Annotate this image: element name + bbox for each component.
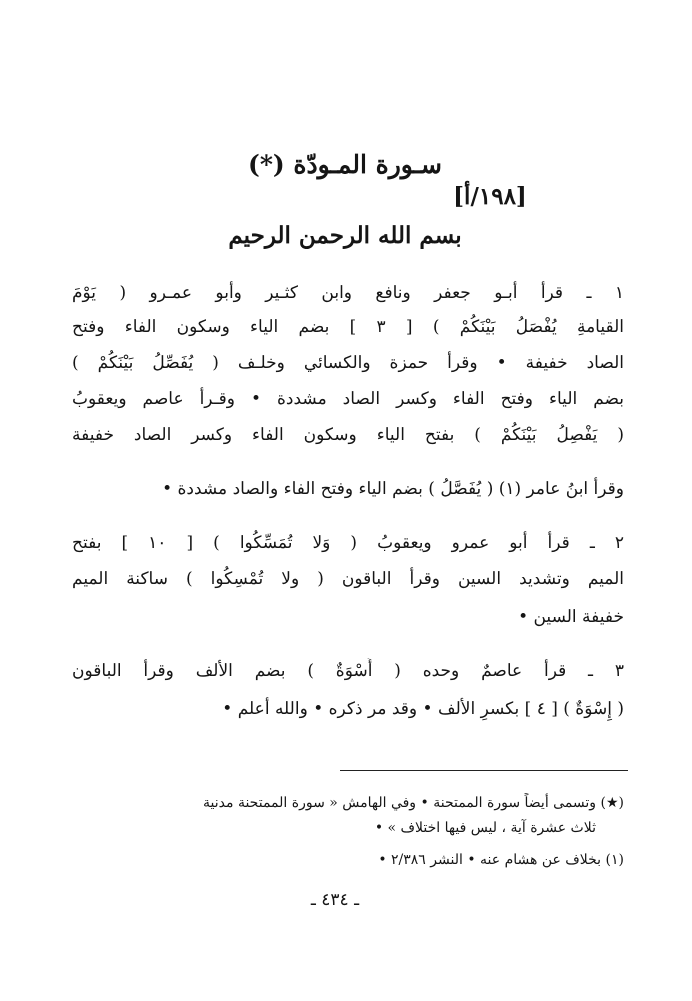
footnote-star-line-2: ثلاث عشرة آية ، ليس فيها اختلاف » • — [374, 820, 596, 836]
paragraph-1-line-4: بضم الياء وفتح الفاء وكسر الصاد مشددة • وقـرأ عاصم ويعقوبُ — [72, 389, 624, 409]
footnote-star-line-1: (★) وتسمى أيضاً سورة الممتحنة • وفي الهامش « سورة الممتحنة مدنية — [203, 795, 624, 811]
manuscript-folio-marker: [١٩٨/أ] — [453, 183, 527, 210]
paragraph-1-line-5: ( يَفْصِلُ بَيْنَكُمْ ) بفتح الياء وسكون الفاء وكسر الصاد خفيفة — [72, 425, 624, 445]
paragraph-2-line-2: الميم وتشديد السين وقرأ الباقون ( ولا تُمْسِكُوا ) ساكنة الميم — [72, 569, 624, 589]
paragraph-1-line-2: القيامةِ يُفْصَلُ بَيْنَكُمْ ) [ ٣ ] بضم الياء وسكون الفاء وفتح — [72, 317, 624, 337]
page-number: ـ ٤٣٤ ـ — [310, 890, 360, 910]
paragraph-1-line-1: ١ ـ قرأ أبـو جعفر ونافع وابن كثـير وأبو عمـرو ( يَوْمَ — [72, 283, 624, 303]
basmala: بسم الله الرحمن الرحيم — [228, 222, 462, 249]
paragraph-3-line-1: ٣ ـ قرأ عاصمٌ وحده ( أُسْوَةٌ ) بضم الألف وقرأ الباقون — [72, 661, 624, 681]
paragraph-3-line-2: ( إِسْوَةٌ ) [ ٤ ] بكسرِ الألف • وقد مر ذكره • والله أعلم • — [222, 699, 624, 719]
paragraph-1-line-3: الصاد خفيفة • وقرأ حمزة والكسائي وخلـف ( يُفَصِّلُ بَيْنَكُمْ ) — [72, 353, 624, 373]
paragraph-2-line-1: ٢ ـ قرأ أبو عمرو ويعقوبُ ( وَلا تُمَسِّكُوا ) [ ١٠ ] بفتح — [72, 533, 624, 553]
paragraph-2-line-3: خفيفة السين • — [518, 607, 624, 627]
footnote-separator-rule — [340, 770, 628, 771]
footnote-1: (١) بخلاف عن هشام عنه • النشر ٢/٣٨٦ • — [378, 852, 624, 868]
sura-title: سـورة المـودّة (*) — [248, 150, 442, 179]
paragraph-1-line-6: وقرأ ابنُ عامر (١) ( يُفَصَّلُ ) بضم الياء وفتح الفاء والصاد مشددة • — [162, 479, 624, 499]
